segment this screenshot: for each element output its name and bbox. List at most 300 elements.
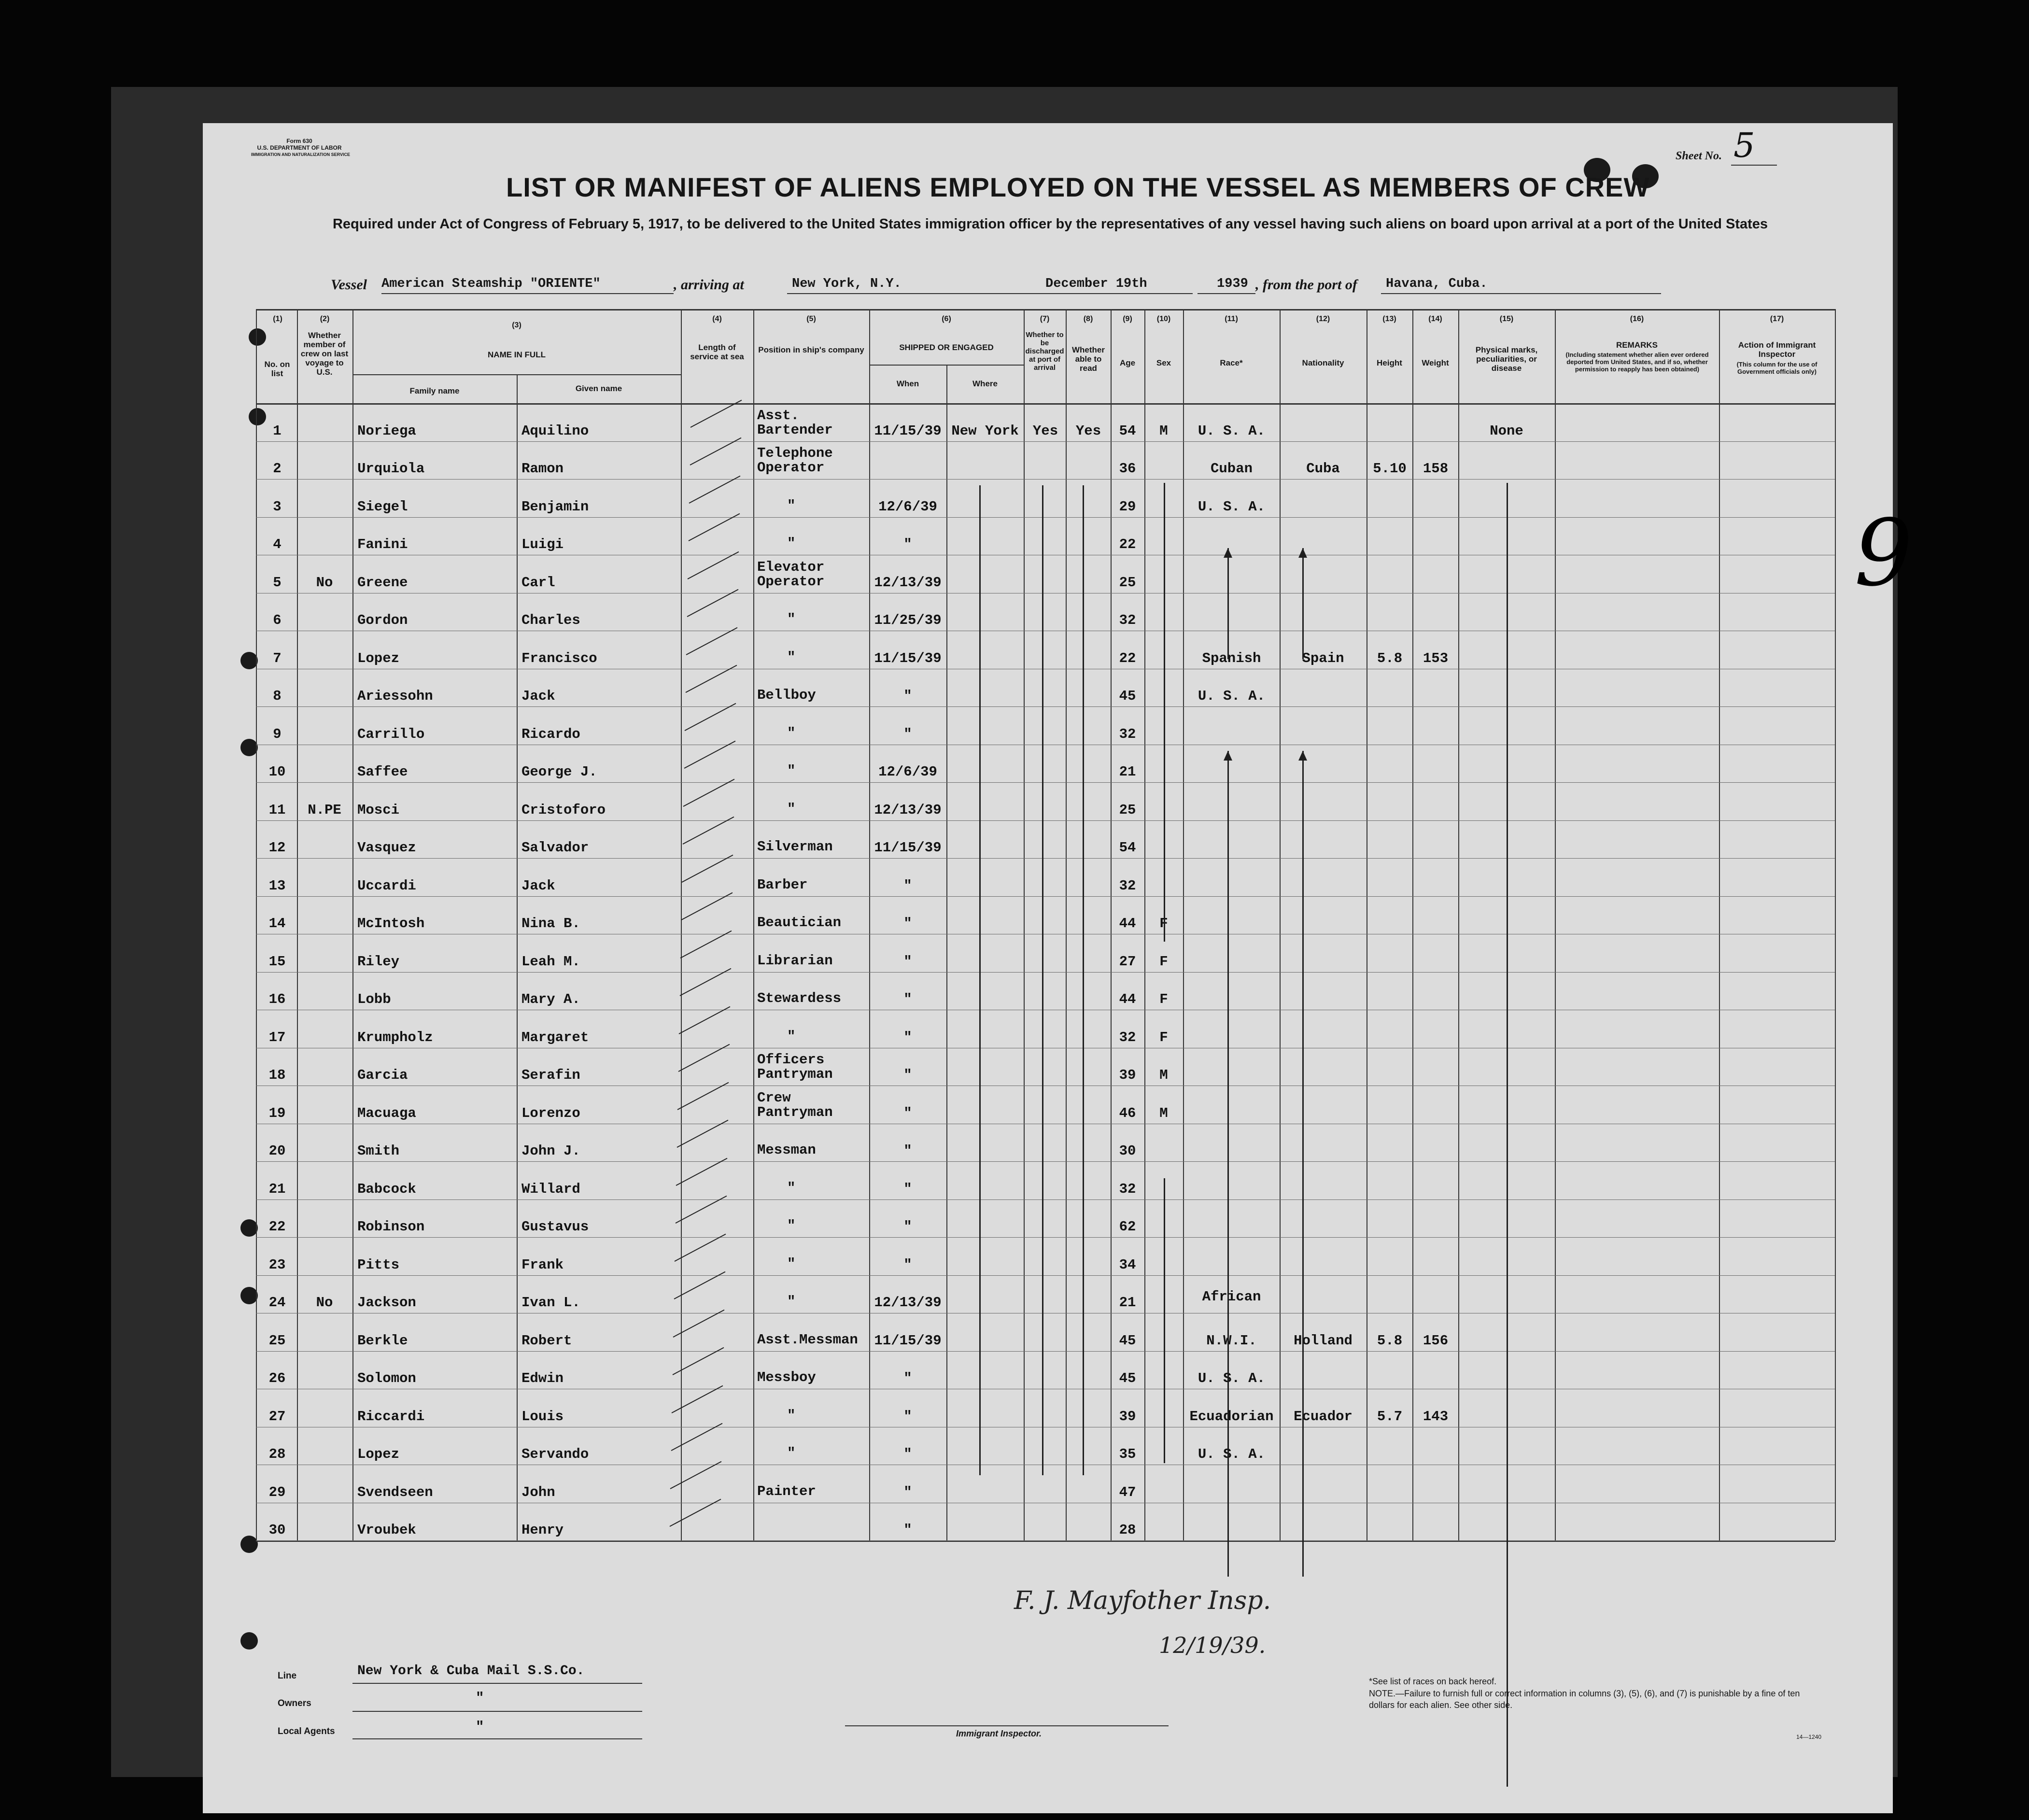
row-number: 5	[273, 574, 282, 591]
col-header-family-name: Family name	[409, 386, 460, 395]
form-number: Form 630	[286, 138, 312, 144]
position: "	[787, 649, 796, 665]
row-number: 14	[268, 916, 286, 931]
physical-marks: None	[1490, 423, 1523, 439]
shipped-when: "	[903, 1105, 912, 1121]
shipped-when: "	[903, 1522, 912, 1538]
given-name: Jack	[521, 877, 555, 894]
height: 5.8	[1377, 650, 1403, 666]
shipped-when: "	[903, 1484, 912, 1500]
height: 5.10	[1373, 461, 1407, 477]
family-name: Urquiola	[357, 461, 425, 477]
family-name: Vasquez	[357, 840, 416, 856]
punch-hole	[240, 652, 258, 669]
row-number: 28	[268, 1446, 286, 1462]
row-number: 1	[273, 423, 282, 439]
age: 45	[1119, 1332, 1136, 1349]
margin-mark: 9	[1854, 500, 1913, 607]
age: 22	[1119, 650, 1136, 666]
able-to-read: Yes	[1075, 423, 1101, 439]
position-line-2: Pantryman	[757, 1104, 833, 1120]
sex: F	[1159, 991, 1168, 1007]
manifest-title: LIST OR MANIFEST OF ALIENS EMPLOYED ON THE VESSEL AS MEMBERS OF CREW	[506, 172, 1650, 202]
position: Barber	[757, 876, 808, 893]
col-header-weight: Weight	[1422, 358, 1449, 367]
position: "	[787, 1028, 796, 1044]
local-agents-value: "	[476, 1719, 484, 1735]
col-header-when: When	[896, 379, 919, 388]
age: 47	[1119, 1484, 1136, 1500]
last-voyage: No	[316, 574, 333, 591]
row-number: 23	[268, 1256, 286, 1273]
row-number: 7	[273, 650, 282, 666]
given-name: Luigi	[521, 536, 564, 552]
col-num-10: (10)	[1156, 315, 1171, 323]
row-number: 16	[268, 991, 286, 1007]
shipped-when: "	[903, 536, 912, 552]
position-line-2: Operator	[757, 573, 825, 590]
sheet-number-label: Sheet No.	[1676, 150, 1722, 162]
position: "	[787, 1218, 796, 1234]
given-name: Willard	[521, 1181, 580, 1197]
family-name: Carrillo	[357, 726, 425, 742]
family-name: Pitts	[357, 1256, 400, 1273]
age: 21	[1119, 1295, 1136, 1311]
family-name: Siegel	[357, 498, 408, 515]
shipped-when: "	[903, 1219, 912, 1235]
vessel-label: Vessel	[331, 277, 367, 293]
family-name: Ariessohn	[357, 688, 433, 704]
col-num-12: (12)	[1316, 315, 1330, 323]
shipped-when: "	[903, 1408, 912, 1425]
race: N.W.I.	[1206, 1332, 1257, 1349]
family-name: Gordon	[357, 612, 408, 628]
family-name: Babcock	[357, 1181, 416, 1197]
punch-hole	[240, 1219, 258, 1237]
age: 46	[1119, 1105, 1136, 1121]
col-num-13: (13)	[1382, 315, 1396, 323]
age: 29	[1119, 498, 1136, 515]
row-number: 11	[268, 802, 286, 818]
age: 32	[1119, 612, 1136, 628]
given-name: Lorenzo	[521, 1105, 580, 1121]
given-name: George J.	[521, 764, 597, 780]
position: "	[787, 763, 796, 779]
position-line-1: Crew	[757, 1089, 791, 1106]
row-number: 21	[268, 1181, 286, 1197]
col-header-length-service: Length of service at sea	[690, 343, 744, 361]
row-number: 13	[268, 877, 286, 894]
position	[757, 560, 868, 589]
family-name: Riccardi	[357, 1408, 425, 1425]
row-number: 4	[273, 536, 282, 552]
family-name: Berkle	[357, 1332, 408, 1349]
shipped-when: "	[903, 726, 912, 742]
given-name: Serafin	[521, 1067, 580, 1083]
position	[757, 409, 868, 437]
owners-value: "	[476, 1690, 484, 1706]
col-header-age: Age	[1119, 358, 1136, 367]
given-name: Cristoforo	[521, 802, 606, 818]
row-number: 18	[268, 1067, 286, 1083]
race: U. S. A.	[1198, 688, 1266, 704]
row-number: 20	[268, 1143, 286, 1159]
print-code: 14—1240	[1796, 1734, 1822, 1740]
weight: 156	[1423, 1332, 1449, 1349]
age: 44	[1119, 916, 1136, 931]
last-voyage: N.PE	[308, 802, 341, 818]
line-label: Line	[278, 1671, 297, 1681]
col-num-8: (8)	[1083, 315, 1093, 323]
age: 39	[1119, 1067, 1136, 1083]
shipped-when: 12/6/39	[878, 764, 937, 780]
row-number: 15	[268, 953, 286, 970]
col-header-shipped: SHIPPED OR ENGAGED	[899, 343, 994, 352]
family-name: Vroubek	[357, 1522, 416, 1538]
row-number: 30	[268, 1522, 286, 1538]
signature-date: 12/19/39.	[1159, 1632, 1266, 1658]
given-name: Carl	[521, 574, 555, 591]
given-name: Gustavus	[521, 1219, 589, 1235]
age: 54	[1119, 423, 1136, 439]
col-header-no: No. on list	[264, 360, 290, 378]
weight: 153	[1423, 650, 1449, 666]
position-line-1: Asst.	[757, 407, 800, 423]
position-line-1: Officers	[757, 1052, 825, 1068]
shipped-when: "	[903, 1181, 912, 1197]
shipped-when: "	[903, 1067, 912, 1083]
age: 27	[1119, 953, 1136, 970]
position: Messman	[757, 1142, 816, 1158]
age: 21	[1119, 764, 1136, 780]
family-name: Fanini	[357, 536, 408, 552]
row-number: 10	[268, 764, 286, 780]
shipped-when: "	[903, 953, 912, 970]
manifest-subtitle: Required under Act of Congress of February 5, 1917, to be delivered to the United States immigration officer by the representatives of any vessel having such aliens on board upon arrival at a port of the United States	[332, 216, 1768, 232]
age: 45	[1119, 1370, 1136, 1386]
given-name: John	[521, 1484, 555, 1500]
sex: F	[1159, 916, 1168, 931]
position	[757, 1053, 868, 1082]
position: Bellboy	[757, 687, 816, 703]
row-number: 9	[273, 726, 282, 742]
punch-hole	[249, 328, 266, 346]
height: 5.7	[1377, 1408, 1403, 1425]
given-name: Servando	[521, 1446, 589, 1462]
age: 25	[1119, 574, 1136, 591]
position	[757, 446, 868, 475]
departure-port: Havana, Cuba.	[1386, 277, 1488, 291]
row-number: 22	[268, 1219, 286, 1235]
race: U. S. A.	[1198, 1370, 1266, 1386]
col-header-remarks: REMARKS	[1616, 340, 1658, 350]
age: 32	[1119, 726, 1136, 742]
given-name: Robert	[521, 1332, 572, 1349]
arrival-port: New York, N.Y.	[792, 277, 902, 291]
shipped-when: 11/25/39	[874, 612, 942, 628]
position: "	[787, 611, 796, 627]
owners-label: Owners	[278, 1698, 311, 1708]
race: U. S. A.	[1198, 498, 1266, 515]
position: Stewardess	[757, 990, 842, 1006]
family-name: Solomon	[357, 1370, 416, 1386]
shipped-when: "	[903, 1446, 912, 1462]
col-num-2: (2)	[320, 315, 330, 323]
position: "	[787, 1445, 796, 1461]
shipped-when: "	[903, 877, 912, 894]
given-name: Benjamin	[521, 498, 589, 515]
family-name: Lobb	[357, 991, 391, 1007]
race-note: *See list of races on back hereof.	[1369, 1677, 1497, 1686]
local-agents-label: Local Agents	[278, 1726, 335, 1736]
position-line-2: Operator	[757, 460, 825, 476]
vessel-name: American Steamship "ORIENTE"	[381, 277, 601, 291]
age: 32	[1119, 877, 1136, 894]
age: 36	[1119, 461, 1136, 477]
race: Ecuadorian	[1189, 1408, 1274, 1425]
row-number: 19	[268, 1105, 286, 1121]
arriving-label: , arriving at	[674, 277, 744, 293]
position: "	[787, 536, 796, 551]
shipped-when: 11/15/39	[874, 423, 942, 439]
col-header-action-sub: (This column for the use of Government officials only)	[1736, 361, 1818, 375]
family-name: Greene	[357, 574, 408, 591]
service-name: IMMIGRATION AND NATURALIZATION SERVICE	[251, 152, 350, 157]
row-number: 8	[273, 688, 282, 704]
col-header-read: Whether able to read	[1072, 345, 1105, 373]
age: 39	[1119, 1408, 1136, 1425]
sheet-number: 5	[1733, 126, 1755, 165]
age: 45	[1119, 688, 1136, 704]
weight: 158	[1423, 461, 1449, 477]
given-name: Ivan L.	[521, 1295, 580, 1311]
position: "	[787, 497, 796, 514]
given-name: Francisco	[521, 650, 597, 666]
nationality: Holland	[1294, 1332, 1353, 1349]
family-name: Jackson	[357, 1295, 416, 1311]
punch-hole	[240, 739, 258, 756]
line-value: New York & Cuba Mail S.S.Co.	[357, 1664, 585, 1679]
nationality: Cuba	[1306, 461, 1340, 477]
penalty-note: NOTE.—Failure to furnish full or correct information in columns (3), (5), (6), and (7) is punishable by a fine of ten dollars for each alien. See other side.	[1369, 1689, 1800, 1710]
given-name: Ricardo	[521, 726, 580, 742]
shipped-when: "	[903, 916, 912, 931]
row-number: 24	[268, 1295, 286, 1311]
sex: M	[1159, 423, 1168, 439]
sex: M	[1159, 1105, 1168, 1121]
age: 62	[1119, 1219, 1136, 1235]
row-number: 17	[268, 1029, 286, 1045]
family-name: Macuaga	[357, 1105, 416, 1121]
race: Cuban	[1210, 461, 1253, 477]
given-name: John J.	[521, 1143, 580, 1159]
col-num-14: (14)	[1428, 315, 1442, 323]
family-name: Lopez	[357, 1446, 400, 1462]
col-header-where: Where	[972, 379, 998, 388]
col-header-action: Action of Immigrant Inspector	[1738, 340, 1816, 359]
age: 35	[1119, 1446, 1136, 1462]
age: 28	[1119, 1522, 1136, 1538]
position: "	[787, 1180, 796, 1196]
last-voyage: No	[316, 1295, 333, 1311]
shipped-when: "	[903, 991, 912, 1007]
family-name: Mosci	[357, 802, 400, 818]
given-name: Jack	[521, 688, 555, 704]
position: Librarian	[757, 952, 833, 969]
col-num-4: (4)	[712, 315, 722, 323]
given-name: Aquilino	[521, 423, 589, 439]
col-num-9: (9)	[1123, 315, 1132, 323]
shipped-when: 12/13/39	[874, 574, 942, 591]
family-name: Robinson	[357, 1219, 425, 1235]
position: Beautician	[757, 915, 842, 931]
age: 30	[1119, 1143, 1136, 1159]
age: 54	[1119, 840, 1136, 856]
col-num-3: (3)	[512, 321, 521, 329]
position: Asst.Messman	[757, 1331, 858, 1348]
row-number: 27	[268, 1408, 286, 1425]
shipped-when: "	[903, 1029, 912, 1045]
position: Silverman	[757, 839, 833, 855]
col-header-height: Height	[1377, 358, 1402, 367]
row-number: 12	[268, 840, 286, 856]
family-name: Riley	[357, 953, 400, 970]
position: "	[787, 801, 796, 817]
race: U. S. A.	[1198, 1446, 1266, 1462]
col-num-7: (7)	[1040, 315, 1050, 323]
given-name: Mary A.	[521, 991, 580, 1007]
row-number: 26	[268, 1370, 286, 1386]
arrival-year: 1939	[1217, 277, 1248, 291]
age: 25	[1119, 802, 1136, 818]
position: Messboy	[757, 1369, 816, 1385]
col-num-1: (1)	[273, 315, 282, 323]
given-name: Nina B.	[521, 916, 580, 931]
col-header-name: NAME IN FULL	[488, 350, 546, 359]
form-identifier	[251, 138, 348, 158]
given-name: Henry	[521, 1522, 564, 1538]
shipped-when: 12/13/39	[874, 1295, 942, 1311]
shipped-when: "	[903, 688, 912, 704]
shipped-when: 12/6/39	[878, 498, 937, 515]
col-header-discharged: Whether to be discharged at port of arrival	[1025, 331, 1064, 372]
punch-hole	[240, 1632, 258, 1650]
family-name: McIntosh	[357, 916, 425, 931]
shipped-when: "	[903, 1143, 912, 1159]
shipped-when: 12/13/39	[874, 802, 942, 818]
punch-hole	[240, 1536, 258, 1553]
shipped-when: 11/15/39	[874, 1332, 942, 1349]
family-name: Uccardi	[357, 877, 416, 894]
given-name: Charles	[521, 612, 580, 628]
given-name: Louis	[521, 1408, 564, 1425]
row-number: 3	[273, 498, 282, 515]
family-name: Krumpholz	[357, 1029, 433, 1045]
position-line-2: Bartender	[757, 422, 833, 438]
age: 44	[1119, 991, 1136, 1007]
family-name: Noriega	[357, 423, 416, 439]
inspector-signature: F. J. Mayfother Insp.	[1014, 1586, 1271, 1615]
position: "	[787, 1407, 796, 1424]
discharged: Yes	[1032, 423, 1058, 439]
shipped-where: New York	[951, 423, 1019, 439]
given-name: Leah M.	[521, 953, 580, 970]
position: Painter	[757, 1483, 816, 1499]
sex: F	[1159, 953, 1168, 970]
family-name: Garcia	[357, 1067, 408, 1083]
position-line-1: Telephone	[757, 445, 833, 461]
family-name: Svendseen	[357, 1484, 433, 1500]
nationality: Spain	[1302, 650, 1344, 666]
col-header-given-name: Given name	[575, 384, 622, 393]
age: 32	[1119, 1181, 1136, 1197]
race: Spanish	[1202, 650, 1261, 666]
shipped-when: "	[903, 1370, 912, 1386]
row-number: 25	[268, 1332, 286, 1349]
height: 5.8	[1377, 1332, 1403, 1349]
immigrant-inspector-label: Immigrant Inspector.	[956, 1729, 1042, 1738]
row-number: 29	[268, 1484, 286, 1500]
family-name: Saffee	[357, 764, 408, 780]
position: "	[787, 1256, 796, 1272]
col-num-6: (6)	[942, 315, 951, 323]
shipped-when: 11/15/39	[874, 650, 942, 666]
shipped-when: 11/15/39	[874, 840, 942, 856]
department-name: U.S. DEPARTMENT OF LABOR	[257, 144, 342, 151]
col-num-16: (16)	[1630, 315, 1644, 323]
col-header-race: Race*	[1220, 358, 1243, 367]
weight: 143	[1423, 1408, 1449, 1425]
given-name: Ramon	[521, 461, 564, 477]
nationality: Ecuador	[1294, 1408, 1353, 1425]
col-header-position: Position in ship's company	[758, 345, 864, 354]
from-port-label: , from the port of	[1255, 277, 1357, 293]
race: African	[1202, 1289, 1261, 1305]
given-name: Edwin	[521, 1370, 564, 1386]
age: 34	[1119, 1256, 1136, 1273]
col-num-11: (11)	[1225, 315, 1238, 323]
age: 32	[1119, 1029, 1136, 1045]
position	[757, 1091, 868, 1120]
col-header-sex: Sex	[1156, 358, 1171, 367]
manifest-sheet	[203, 123, 1913, 1813]
age: 22	[1119, 536, 1136, 552]
family-name: Smith	[357, 1143, 400, 1159]
position: "	[787, 1294, 796, 1310]
col-num-5: (5)	[806, 315, 816, 323]
row-number: 6	[273, 612, 282, 628]
shipped-when: "	[903, 1256, 912, 1273]
race: U. S. A.	[1198, 423, 1266, 439]
col-header-nationality: Nationality	[1302, 358, 1344, 367]
position: "	[787, 725, 796, 741]
sex: M	[1159, 1067, 1168, 1083]
arrival-date: December 19th	[1045, 277, 1147, 291]
punch-hole	[240, 1287, 258, 1304]
col-header-physical-marks: Physical marks, peculiarities, or disease	[1475, 345, 1538, 373]
given-name: Margaret	[521, 1029, 589, 1045]
family-name: Lopez	[357, 650, 400, 666]
given-name: Frank	[521, 1256, 564, 1273]
row-number: 2	[273, 461, 282, 477]
col-header-last-voyage: Whether member of crew on last voyage to U.S.	[300, 331, 349, 377]
position-line-2: Pantryman	[757, 1066, 833, 1082]
col-header-remarks-sub: (Including statement whether alien ever ordered deported from United States, and if so, whether permission to reapply has been obtained)	[1565, 351, 1709, 373]
position-line-1: Elevator	[757, 559, 825, 575]
col-num-15: (15)	[1499, 315, 1514, 323]
col-num-17: (17)	[1770, 315, 1784, 323]
sex: F	[1159, 1029, 1168, 1045]
